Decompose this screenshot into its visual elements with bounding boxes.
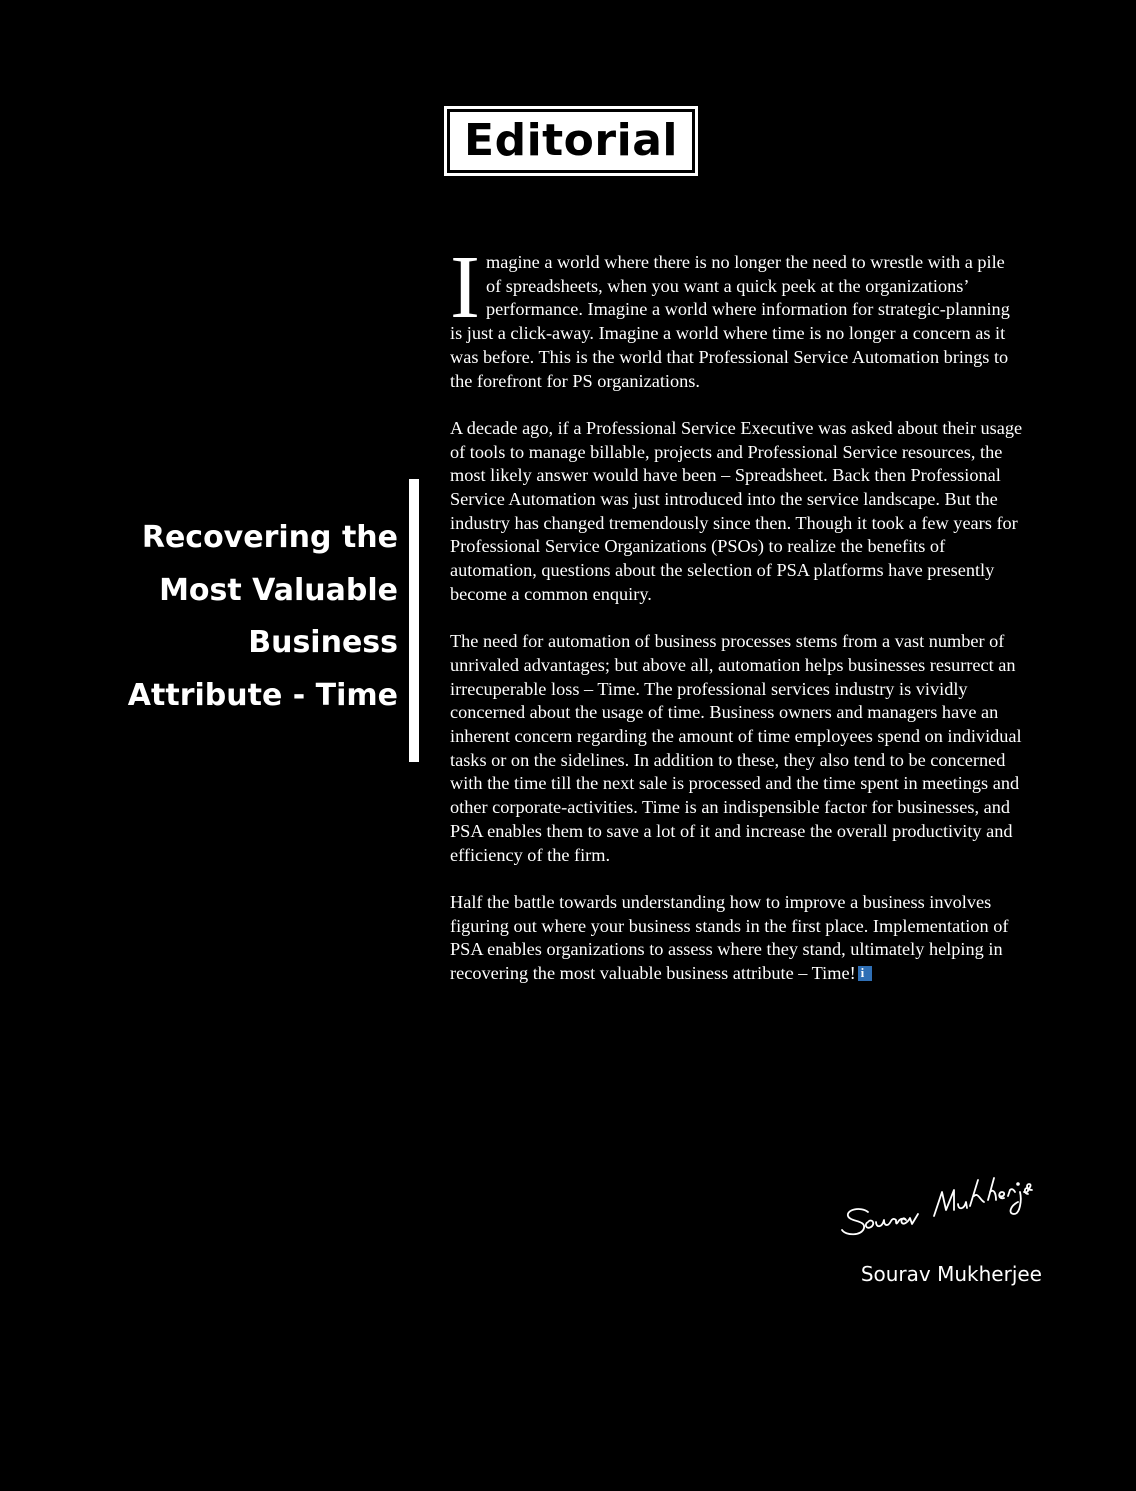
signature xyxy=(838,1170,1034,1246)
paragraph-4-text: Half the battle towards understanding how to improve a business involves figuring out where your business stands in the first place. Implementation of PSA enables organizations to assess where they stand, ultimately helping in recovering the most valuable business attribute – Time! xyxy=(450,891,1009,984)
headline-line-4: Attribute - Time xyxy=(127,677,398,713)
article-body xyxy=(450,238,1024,1009)
headline-line-3: Business xyxy=(248,625,398,660)
headline-divider xyxy=(409,479,419,762)
drop-cap: I xyxy=(450,238,480,337)
headline-line-1: Recovering the xyxy=(141,520,398,555)
article-paragraph-1 xyxy=(450,238,1024,393)
article-paragraph-4 xyxy=(450,891,1024,986)
end-of-article-icon xyxy=(858,966,872,981)
section-label-inner xyxy=(450,112,692,170)
headline xyxy=(120,512,398,722)
paragraph-1-text: magine a world where there is no longer the need to wrestle with a pile of spreadsheets, when you want a quick peek at the organizations’ performance. Imagine a world where information for strategic-planning is just a click-away. Imagine a world where time is no longer a concern as it was before. This is the world that Professional Service Automation brings to the forefront for PS organizations. xyxy=(450,252,1010,391)
article-paragraph-3: The need for automation of business processes stems from a vast number of unrivaled advantages; but above all, automation helps businesses resurrect an irrecuperable loss – Time. The professional services industry is vividly concerned about the usage of time. Business owners and managers have an inherent concern regarding the amount of time employees spend on individual tasks or on the sidelines. In addition to these, they also tend to be concerned with the time till the next sale is processed and the time spent in meetings and other corporate-activities. Time is an indispensible factor for businesses, and PSA enables them to save a lot of it and increase the overall productivity and efficiency of the firm. xyxy=(450,631,1022,865)
headline-line-2: Most Valuable xyxy=(159,572,398,608)
section-label-box xyxy=(444,106,698,176)
article-paragraph-2: A decade ago, if a Professional Service Executive was asked about their usage of tools to manage billable, projects and Professional Service resources, the most likely answer would have been – Spreadsheet. Back then Professional Service Automation was just introduced into the service landscape. But the industry has changed tremendously since then. Though it took a few years for Professional Service Organizations (PSOs) to realize the benefits of automation, questions about the selection of PSA platforms have presently become a common enquiry. xyxy=(450,417,1023,604)
section-label: Editorial xyxy=(453,115,689,167)
author-name: Sourav Mukherjee xyxy=(860,1262,1042,1286)
end-mark-glyph: i xyxy=(860,966,865,981)
